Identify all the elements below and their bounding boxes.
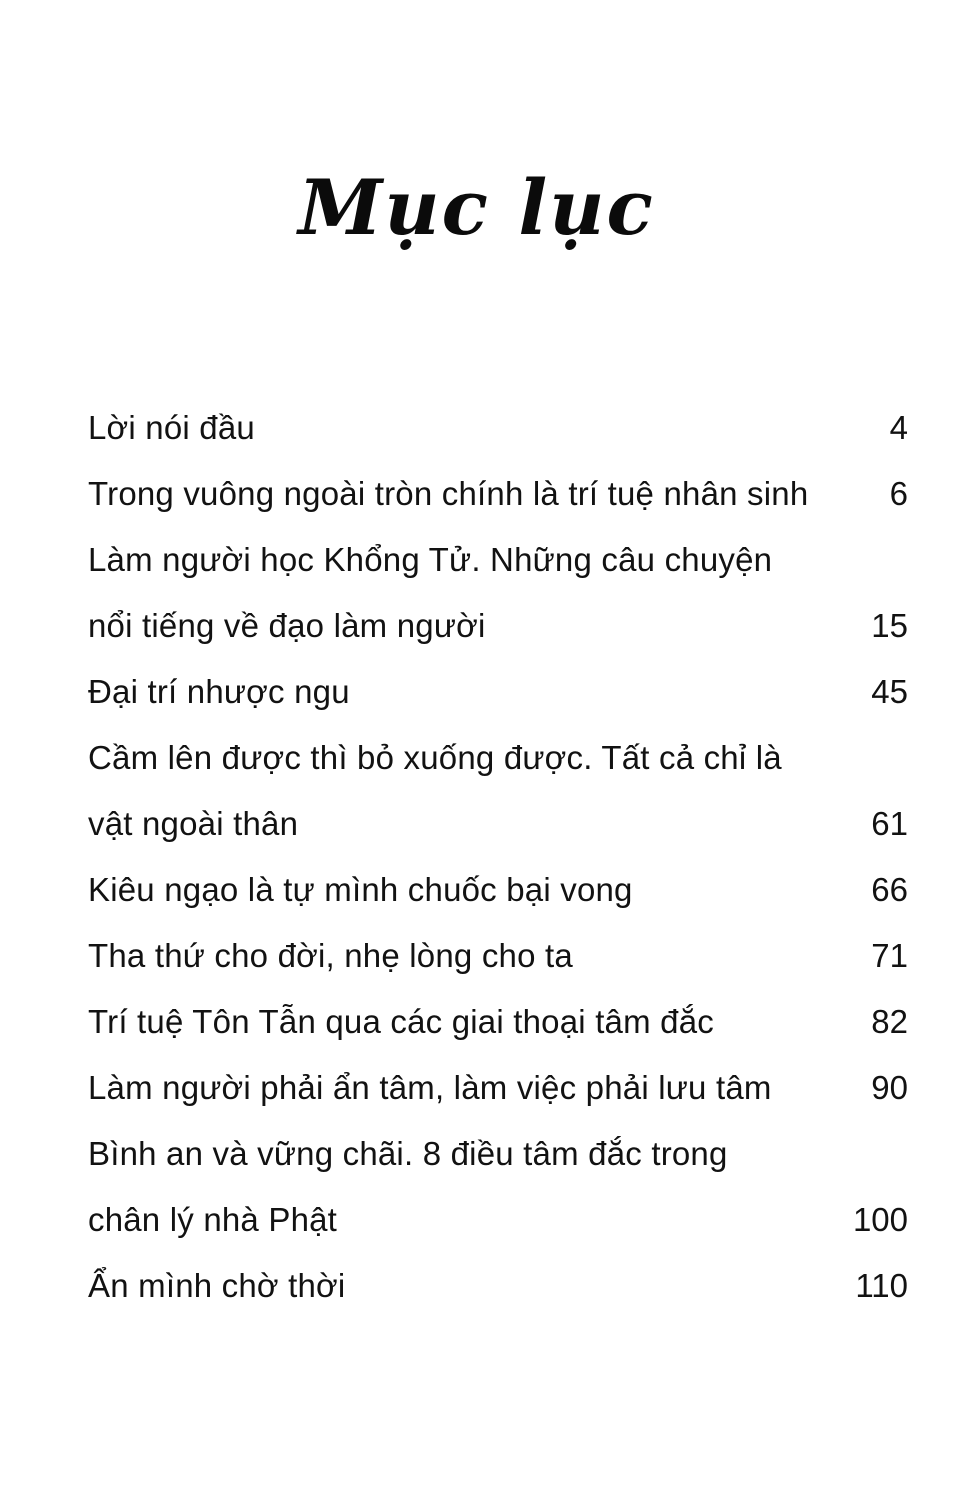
toc-entry-label: Bình an và vững chãi. 8 điều tâm đắc trong <box>88 1135 728 1172</box>
toc-entry-page: 61 <box>871 805 908 842</box>
toc-entry-label: Tha thứ cho đời, nhẹ lòng cho ta <box>88 937 573 974</box>
toc-entry-page: 15 <box>871 607 908 644</box>
toc-entry[interactable] <box>88 1187 908 1253</box>
toc-entry-label: Ẩn mình chờ thời <box>88 1267 346 1304</box>
toc-entry-label: Làm người phải ẩn tâm, làm việc phải lưu tâm <box>88 1069 772 1106</box>
toc-entry[interactable] <box>88 659 908 725</box>
toc-entry-label: Đại trí nhược ngu <box>88 673 350 710</box>
toc-entry[interactable] <box>88 1055 908 1121</box>
toc-entry-label: chân lý nhà Phật <box>88 1201 338 1238</box>
toc-entry-label: Trong vuông ngoài tròn chính là trí tuệ nhân sinh <box>88 475 809 512</box>
toc-entry[interactable] <box>88 593 908 659</box>
toc-entry-page: 45 <box>871 673 908 710</box>
toc-entry-label: Làm người học Khổng Tử. Những câu chuyện <box>88 541 773 578</box>
toc-entry[interactable] <box>88 989 908 1055</box>
toc-entry-label: Cầm lên được thì bỏ xuống được. Tất cả chỉ là <box>88 739 782 776</box>
toc-entry-page: 82 <box>871 1003 908 1040</box>
toc-entry-page: 66 <box>871 871 908 908</box>
page-title: Mục lục <box>298 163 655 252</box>
toc-entry-page: 71 <box>871 937 908 974</box>
toc-entry[interactable] <box>88 1253 908 1319</box>
toc-entry[interactable] <box>88 527 908 593</box>
toc-entry[interactable] <box>88 923 908 989</box>
toc-entry[interactable] <box>88 857 908 923</box>
toc-entry-label: vật ngoài thân <box>88 805 299 842</box>
toc-entry-label: Kiêu ngạo là tự mình chuốc bại vong <box>88 871 633 908</box>
toc-entry-label: Lời nói đầu <box>88 409 255 446</box>
toc-entry-page: 90 <box>871 1069 908 1106</box>
toc-entry-page: 6 <box>889 475 908 512</box>
toc-entry-page: 100 <box>852 1201 908 1238</box>
toc-entry[interactable] <box>88 1121 908 1187</box>
toc-entry-label: Trí tuệ Tôn Tẫn qua các giai thoại tâm đắc <box>88 1003 714 1040</box>
toc-entry-label: nổi tiếng về đạo làm người <box>88 607 486 644</box>
toc-entry[interactable] <box>88 725 908 791</box>
toc-entry-page: 4 <box>889 409 908 446</box>
toc-entry[interactable] <box>88 791 908 857</box>
toc-entry[interactable] <box>88 395 908 461</box>
table-of-contents <box>88 395 908 1319</box>
toc-entry[interactable] <box>88 461 908 527</box>
toc-entry-page: 110 <box>855 1267 908 1304</box>
